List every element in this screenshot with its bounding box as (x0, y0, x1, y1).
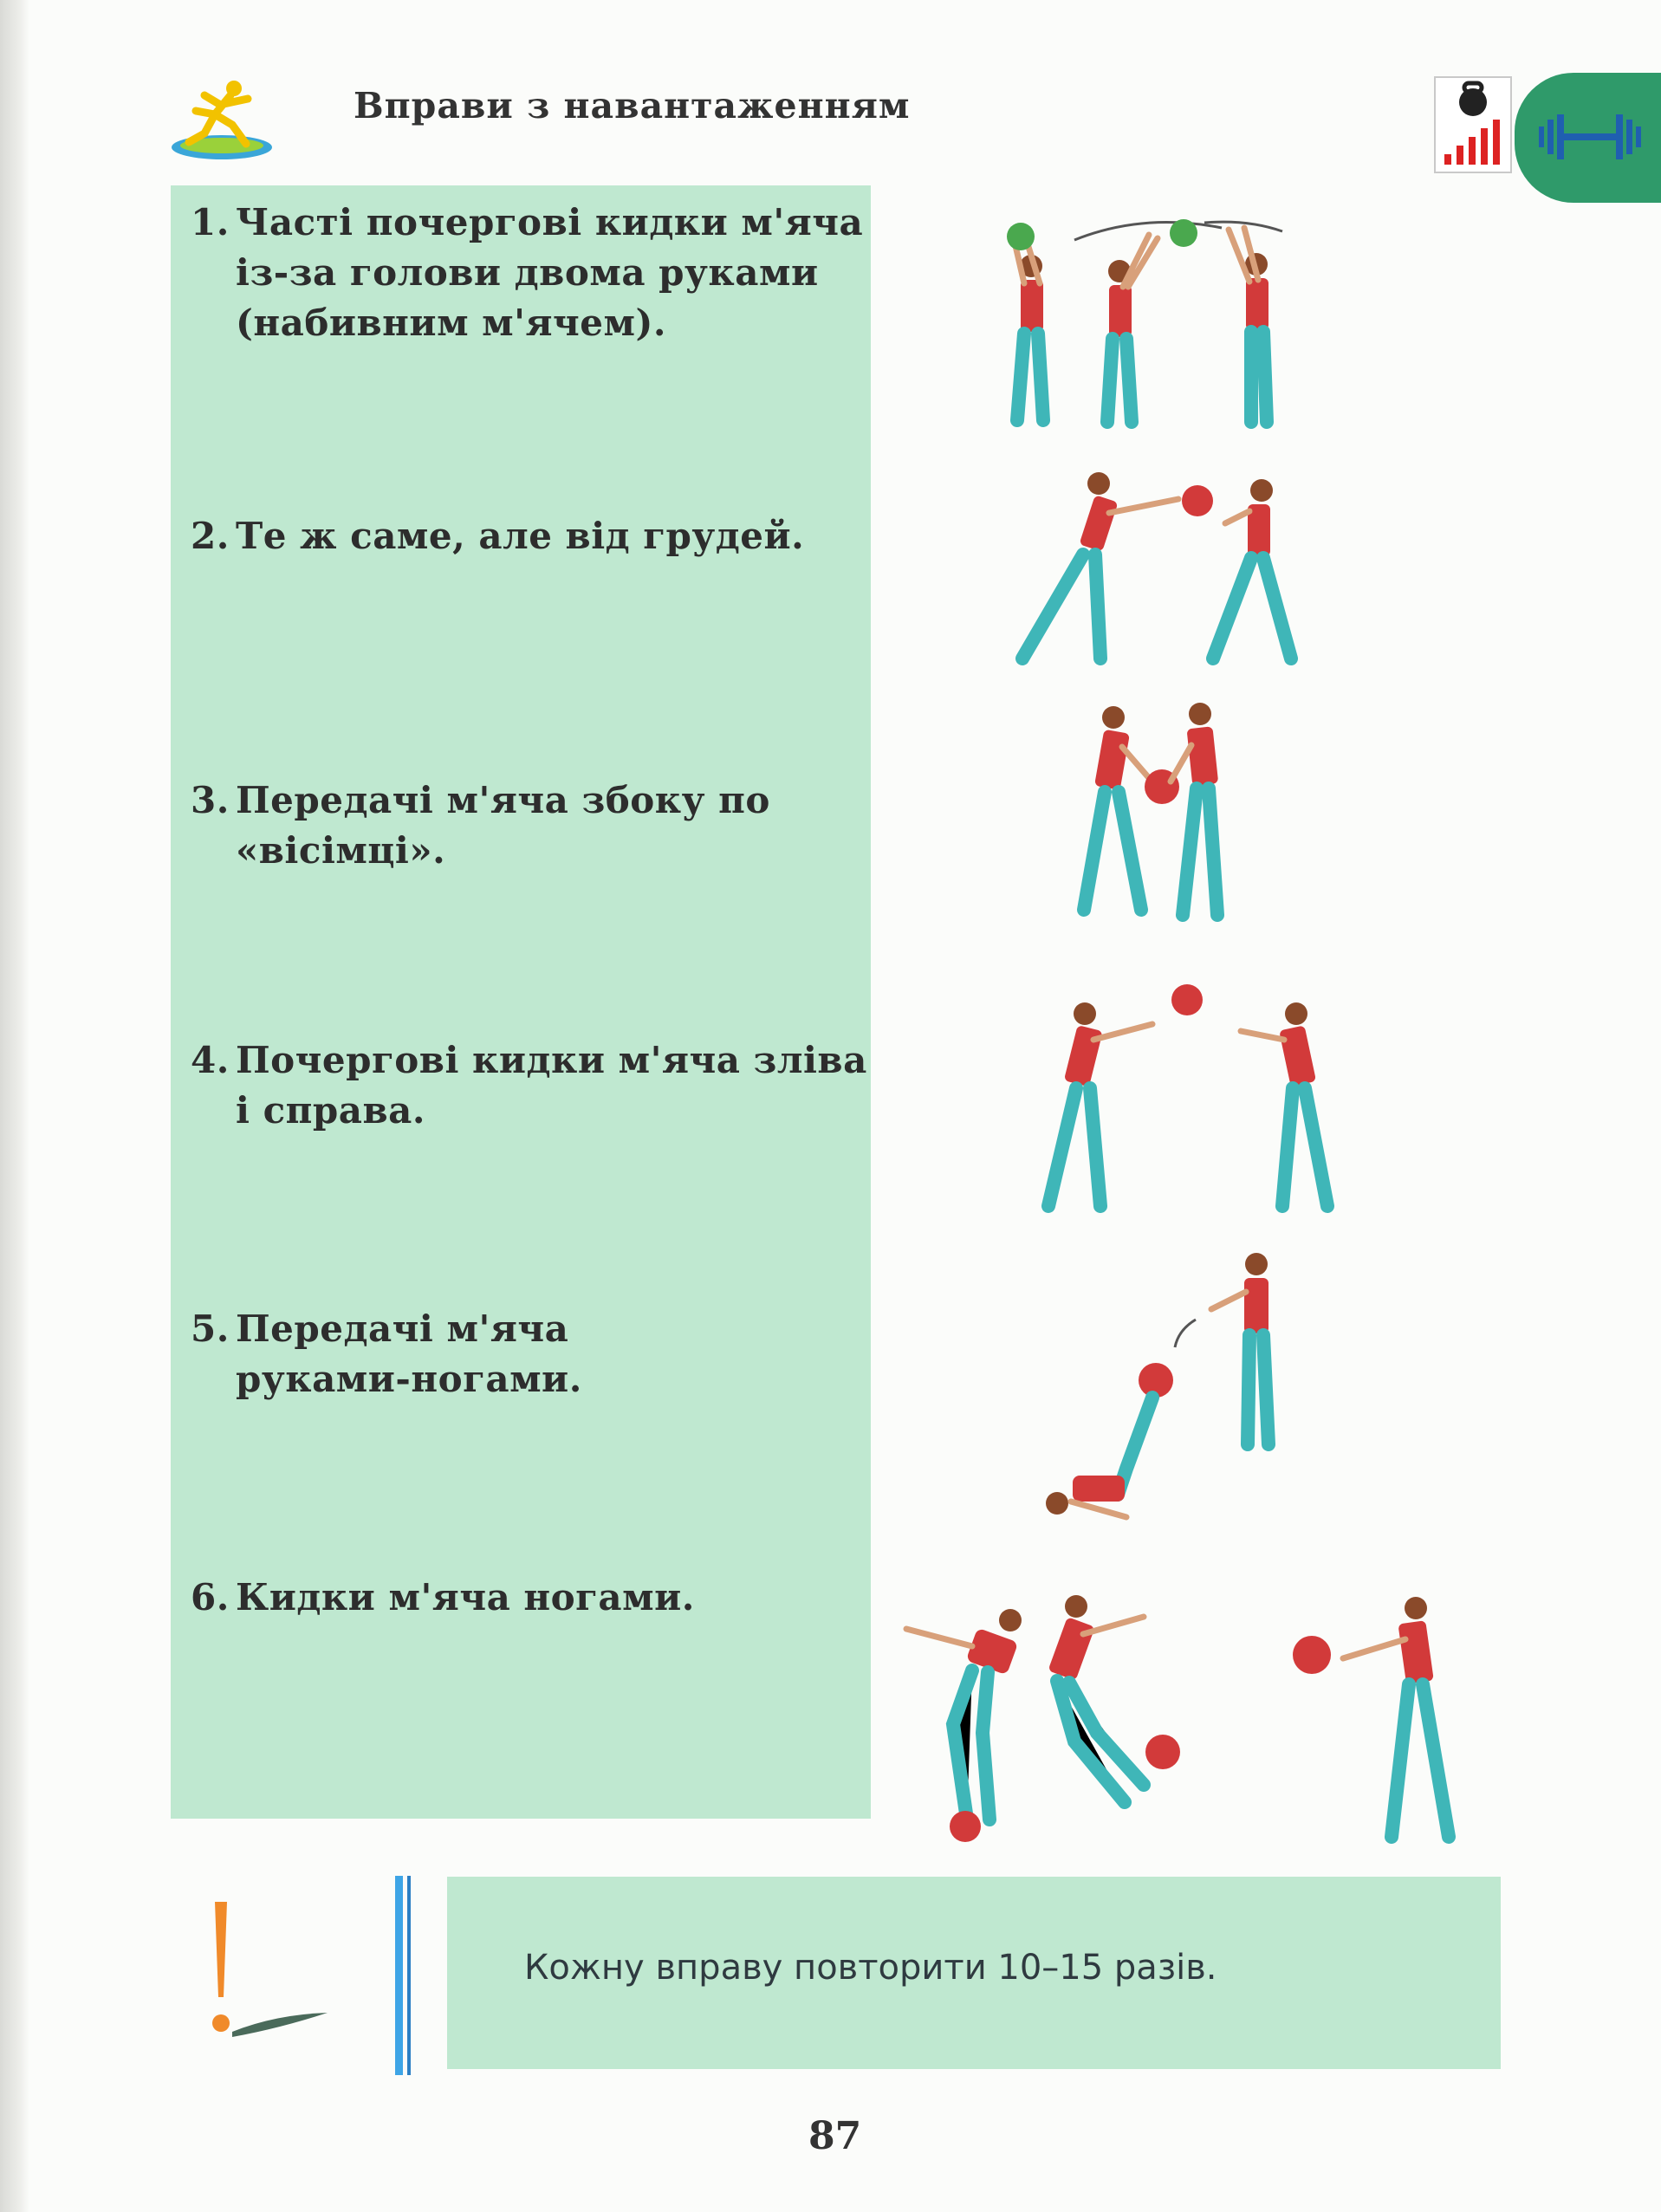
exercise-1 (191, 198, 863, 348)
exercise-6 (191, 1573, 695, 1623)
athlete-figure (1343, 1597, 1449, 1837)
medicine-ball (1293, 1636, 1331, 1674)
exercise-number: 3. (191, 779, 230, 821)
exercise-1-illustration (996, 204, 1308, 455)
exercise-number: 1. (191, 201, 230, 243)
exercise-2-illustration (1005, 459, 1317, 684)
athlete-figure (1211, 1253, 1268, 1444)
athlete-figure (1084, 706, 1155, 910)
exercise-4-illustration (1022, 979, 1360, 1217)
exercise-number: 4. (191, 1039, 230, 1081)
section-tab (1515, 73, 1661, 203)
exercise-3 (191, 775, 770, 876)
page-spine-shadow (0, 0, 29, 2212)
exercise-text-line: (набивним м'ячем). (236, 302, 666, 344)
exercise-4 (191, 1035, 867, 1136)
athlete-figure (906, 1609, 1022, 1842)
exercise-6-illustration (892, 1586, 1499, 1845)
kettlebell-chart-icon (1434, 76, 1512, 173)
note-accent-bar (407, 1876, 411, 2075)
medicine-ball (1145, 1735, 1180, 1769)
exercise-number: 6. (191, 1576, 230, 1618)
medicine-ball (1182, 485, 1213, 516)
note-accent-bar (395, 1876, 403, 2075)
athlete-figure (1213, 479, 1291, 658)
athlete-figure (1171, 703, 1218, 915)
exercise-text-line: із-за голови двома руками (236, 251, 819, 294)
athlete-figure (1007, 223, 1043, 420)
athlete-figure (1048, 1002, 1152, 1206)
athlete-figure (1107, 219, 1197, 422)
exercise-text-line: Передачі м'яча (236, 1307, 569, 1350)
exercise-text-line: Часті почергові кидки м'яча (236, 201, 864, 243)
athlete-figure (1046, 1398, 1152, 1517)
exclamation-icon (198, 1893, 354, 2045)
exercise-number: 5. (191, 1307, 230, 1350)
medicine-ball (950, 1811, 981, 1842)
barbell-icon (1534, 104, 1646, 170)
runner-icon (170, 76, 274, 163)
note-text: Кожну вправу повторити 10–15 разів. (524, 1948, 1217, 1988)
exercise-text-line: «вісімці». (236, 829, 446, 872)
page-title: Вправи з навантаженням (354, 85, 911, 126)
page-number: 87 (808, 2114, 862, 2158)
exercise-5-illustration (1022, 1243, 1317, 1538)
athlete-figure (1229, 228, 1268, 422)
athlete-figure (1241, 1002, 1327, 1206)
exercise-text-line: Кидки м'яча ногами. (236, 1576, 695, 1618)
exercise-text-line: Почергові кидки м'яча зліва (236, 1039, 867, 1081)
exercise-2 (191, 511, 804, 561)
exercise-text-line: і справа. (236, 1089, 425, 1132)
exercise-number: 2. (191, 515, 230, 557)
exercise-text-line: руками-ногами. (236, 1358, 582, 1400)
exercise-5 (191, 1304, 582, 1404)
exercise-text-line: Те ж саме, але від грудей. (236, 515, 805, 557)
athlete-figure (1048, 1595, 1144, 1802)
athlete-figure (1022, 472, 1178, 658)
exercise-text-line: Передачі м'яча збоку по (236, 779, 770, 821)
exercise-3-illustration (1061, 702, 1269, 931)
medicine-ball (1171, 984, 1203, 1015)
